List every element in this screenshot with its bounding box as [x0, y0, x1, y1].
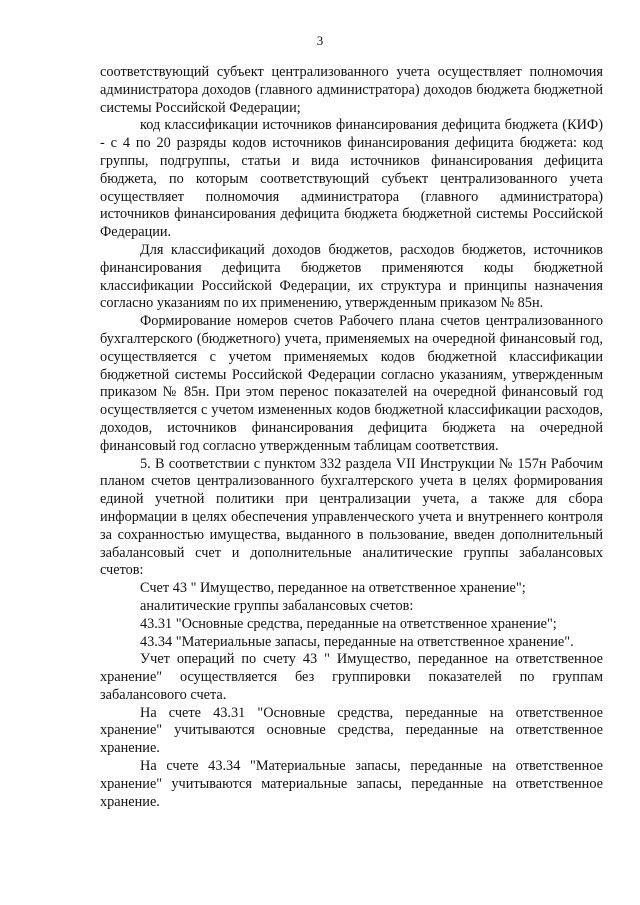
page-number: 3 — [316, 33, 324, 48]
document-body — [100, 64, 603, 811]
paragraph-account-43-34: На счете 43.34 "Материальные запасы, переданные на ответственное хранение" учитываются материальные запасы, переданные на ответственное хранение. — [100, 758, 603, 810]
paragraph-item-5: 5. В соответствии с пунктом 332 раздела VII Инструкции № 157н Рабочим планом счетов централизованного бухгалтерского учета в целях формирования единой учетной политики при централизации учета, а также для сбора информации в целях обеспечения управленческого учета и внутреннего контроля за сохранностью имущества, выданного в пользование, введен дополнительный забалансовый счет и дополнительные аналитические группы забалансовых счетов: — [100, 455, 603, 579]
paragraph-account-43-operations: Учет операций по счету 43 " Имущество, переданное на ответственное хранение" осуществляется без группировки показателей по группам забалансового счета. — [100, 651, 603, 703]
paragraph-account-43-31: На счете 43.31 "Основные средства, переданные на ответственное хранение" учитываются основные средства, переданные на ответственное хранение. — [100, 704, 603, 757]
list-item-account-43: Счет 43 " Имущество, переданное на ответственное хранение"; — [140, 580, 526, 597]
paragraph-kif-code: код классификации источников финансирования дефицита бюджета (КИФ) - с 4 по 20 разряды кодов источников финансирования дефицита бюджета: код группы, подгруппы, статьи и вида источников финансирования дефицита бюджета, по которым соответствующий субъект централизованного учета осуществляет полномочия администратора (главного администратора) источников финансирования дефицита бюджета бюджетной системы Российской Федерации. — [100, 117, 603, 241]
paragraph-subject-admin-revenue: соответствующий субъект централизованного учета осуществляет полномочия администратора доходов (главного администратора) доходов бюджета бюджетной системы Российской Федерации; — [100, 64, 603, 116]
list-item-43-34: 43.34 "Материальные запасы, переданные на ответственное хранение". — [140, 633, 574, 650]
list-item-analytic-groups: аналитические группы забалансовых счетов: — [140, 597, 414, 614]
paragraph-account-numbers: Формирование номеров счетов Рабочего плана счетов централизованного бухгалтерского (бюджетного) учета, применяемых на очередной финансовый год, осуществляется с учетом применяемых кодов бюджетной классификации бюджетной системы Российской Федерации согласно указаниям, утвержденным приказом № 85н. При этом перенос показателей на очередной финансовый год осуществляется с учетом измененных кодов бюджетной классификации расходов, доходов, источников финансирования дефицита бюджета на очередной финансовый год согласно утвержденным таблицам соответствия. — [100, 313, 603, 454]
list-item-43-31: 43.31 "Основные средства, переданные на ответственное хранение"; — [140, 615, 557, 632]
paragraph-budget-classification: Для классификаций доходов бюджетов, расходов бюджетов, источников финансирования дефицита бюджетов применяются коды бюджетной классификации Российской Федерации, их структура и принципы назначения согласно указаниям по их применению, утвержденным приказом № 85н. — [100, 241, 603, 312]
